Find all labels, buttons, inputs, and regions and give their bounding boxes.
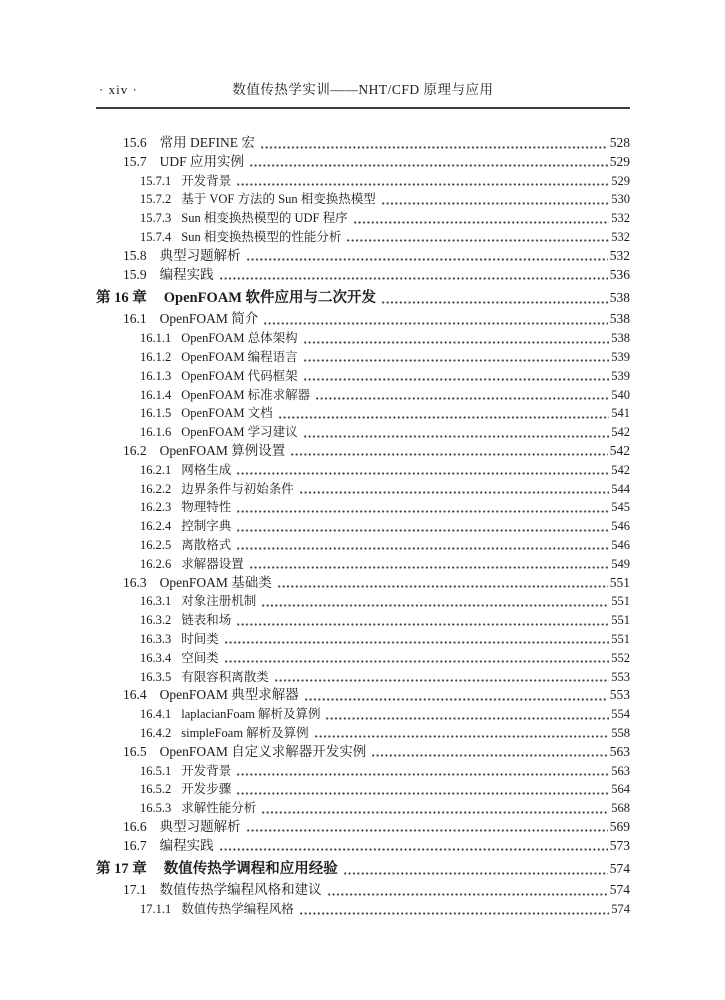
toc-entry-number: 第 16 章 bbox=[96, 290, 147, 307]
toc-entry bbox=[96, 423, 630, 442]
toc-entry-number: 16.2.5 bbox=[140, 537, 172, 552]
toc-entry-number: 16.2.4 bbox=[140, 519, 172, 534]
toc-entry-number: 16.2 bbox=[123, 442, 147, 458]
toc-entry bbox=[96, 743, 630, 762]
toc-entry-number: 16.7 bbox=[123, 837, 147, 853]
toc-entry-page: 542 bbox=[609, 442, 630, 458]
toc-entry bbox=[96, 153, 630, 172]
toc-entry-title: 求解器设置 bbox=[181, 556, 244, 571]
toc-entry bbox=[96, 668, 630, 687]
toc-entry-page: 551 bbox=[611, 594, 630, 609]
toc-entry-page: 532 bbox=[611, 211, 630, 226]
toc-entry-title: 求解性能分析 bbox=[181, 801, 257, 816]
toc-entry-number: 16.2.3 bbox=[140, 500, 172, 515]
dot-leader bbox=[304, 686, 608, 705]
toc-entry-title: 开发背景 bbox=[181, 763, 232, 778]
toc-entry-number: 17.1.1 bbox=[140, 902, 172, 917]
toc-entry-number: 第 17 章 bbox=[96, 861, 147, 878]
toc-entry-page: 544 bbox=[611, 481, 630, 496]
toc-entry-number: 15.9 bbox=[123, 266, 147, 282]
running-head-title: 数值传热学实训——NHT/CFD 原理与应用 bbox=[232, 82, 494, 97]
toc-entry-title: laplacianFoam 解析及算例 bbox=[181, 707, 321, 722]
toc-entry-title: 有限容积离散类 bbox=[181, 669, 269, 684]
toc-entry-title: Sun 相变换热模型的 UDF 程序 bbox=[181, 211, 348, 226]
toc-entry-page: 553 bbox=[609, 687, 630, 703]
dot-leader bbox=[236, 762, 609, 781]
toc-entry bbox=[96, 611, 630, 630]
toc-entry bbox=[96, 404, 630, 423]
toc-entry-page: 542 bbox=[611, 425, 630, 440]
toc-entry-title: OpenFOAM 算例设置 bbox=[159, 442, 286, 458]
toc-entry bbox=[96, 286, 630, 309]
toc-entry-page: 529 bbox=[611, 173, 630, 188]
toc-entry-title: 基于 VOF 方法的 Sun 相变换热模型 bbox=[181, 192, 376, 207]
toc-entry-number: 16.1.2 bbox=[140, 349, 172, 364]
dot-leader bbox=[314, 724, 610, 743]
dot-leader bbox=[299, 900, 609, 919]
toc-entry-title: 边界条件与初始条件 bbox=[181, 481, 294, 496]
toc-entry-page: 551 bbox=[611, 631, 630, 646]
toc-entry-title: OpenFOAM 软件应用与二次开发 bbox=[163, 290, 377, 307]
toc-entry-page: 574 bbox=[609, 861, 630, 877]
toc-entry-number: 15.8 bbox=[123, 247, 147, 263]
toc-entry-title: 编程实践 bbox=[159, 837, 214, 853]
toc-entry-page: 553 bbox=[611, 669, 630, 684]
dot-leader bbox=[278, 404, 610, 423]
toc-entry-number: 17.1 bbox=[123, 882, 147, 898]
dot-leader bbox=[236, 461, 609, 480]
toc-entry-page: 549 bbox=[611, 556, 630, 571]
dot-leader bbox=[343, 857, 608, 880]
dot-leader bbox=[236, 517, 609, 536]
toc-entry bbox=[96, 857, 630, 880]
toc-entry-page: 538 bbox=[609, 311, 630, 327]
toc-entry bbox=[96, 705, 630, 724]
toc-entry bbox=[96, 172, 630, 191]
toc-entry bbox=[96, 348, 630, 367]
toc-entry-number: 16.5.2 bbox=[140, 782, 172, 797]
toc-entry bbox=[96, 900, 630, 919]
toc-entry-page: 539 bbox=[611, 368, 630, 383]
toc-entry-number: 16.3.4 bbox=[140, 650, 172, 665]
toc-entry-number: 16.3 bbox=[123, 574, 147, 590]
toc-entry-page: 554 bbox=[611, 707, 630, 722]
toc-entry-title: 对象注册机制 bbox=[181, 594, 257, 609]
toc-entry-title: 典型习题解析 bbox=[159, 818, 241, 834]
dot-leader bbox=[277, 574, 608, 593]
toc-entry-title: 典型习题解析 bbox=[159, 247, 241, 263]
dot-leader bbox=[249, 153, 608, 172]
toc-entry-number: 16.3.2 bbox=[140, 613, 172, 628]
toc-entry-page: 563 bbox=[609, 743, 630, 759]
dot-leader bbox=[236, 536, 609, 555]
toc-list bbox=[96, 134, 630, 919]
toc-entry-page: 532 bbox=[611, 229, 630, 244]
toc-entry-number: 15.7.4 bbox=[140, 229, 172, 244]
toc-entry-number: 16.1.6 bbox=[140, 425, 172, 440]
toc-entry-page: 574 bbox=[611, 902, 630, 917]
toc-entry bbox=[96, 190, 630, 209]
toc-entry-page: 563 bbox=[611, 763, 630, 778]
toc-entry-title: OpenFOAM 简介 bbox=[159, 311, 259, 327]
toc-entry bbox=[96, 461, 630, 480]
toc-entry-page: 564 bbox=[611, 782, 630, 797]
toc-entry bbox=[96, 386, 630, 405]
dot-leader bbox=[236, 172, 609, 191]
toc-entry bbox=[96, 310, 630, 329]
toc-entry-number: 16.4.2 bbox=[140, 725, 172, 740]
toc-entry-title: OpenFOAM 典型求解器 bbox=[159, 687, 299, 703]
toc-entry-page: 552 bbox=[611, 650, 630, 665]
toc-entry-page: 546 bbox=[611, 519, 630, 534]
toc-entry-number: 16.5 bbox=[123, 743, 147, 759]
toc-entry-page: 545 bbox=[611, 500, 630, 515]
toc-entry-number: 15.6 bbox=[123, 135, 147, 150]
toc-entry-title: OpenFOAM 代码框架 bbox=[181, 368, 298, 383]
dot-leader bbox=[261, 799, 609, 818]
toc-entry-page: 538 bbox=[609, 290, 630, 306]
toc-entry-page: 532 bbox=[609, 247, 630, 263]
toc-entry bbox=[96, 266, 630, 285]
toc-entry-title: 开发步骤 bbox=[181, 782, 232, 797]
toc-entry-title: 控制字典 bbox=[181, 519, 232, 534]
toc-entry-page: 551 bbox=[611, 613, 630, 628]
dot-leader bbox=[371, 743, 607, 762]
toc-entry-title: OpenFOAM 基础类 bbox=[159, 574, 272, 590]
toc-entry bbox=[96, 574, 630, 593]
toc-entry bbox=[96, 209, 630, 228]
dot-leader bbox=[299, 480, 609, 499]
toc-entry-number: 16.6 bbox=[123, 818, 147, 834]
toc-entry bbox=[96, 480, 630, 499]
toc-entry-page: 539 bbox=[611, 349, 630, 364]
toc-entry bbox=[96, 555, 630, 574]
dot-leader bbox=[381, 190, 610, 209]
toc-entry-number: 16.3.1 bbox=[140, 594, 172, 609]
dot-leader bbox=[303, 367, 610, 386]
toc-entry-title: OpenFOAM 自定义求解器开发实例 bbox=[159, 743, 367, 759]
dot-leader bbox=[303, 348, 610, 367]
dot-leader bbox=[274, 668, 609, 687]
toc-entry bbox=[96, 799, 630, 818]
toc-entry-title: 时间类 bbox=[181, 631, 219, 646]
dot-leader bbox=[219, 266, 608, 285]
toc-entry-number: 16.2.2 bbox=[140, 481, 172, 496]
toc-entry-number: 15.7.1 bbox=[140, 173, 172, 188]
toc-entry-page: 573 bbox=[609, 837, 630, 853]
toc-entry bbox=[96, 630, 630, 649]
toc-entry-number: 16.3.3 bbox=[140, 631, 172, 646]
toc-entry-title: 空间类 bbox=[181, 650, 219, 665]
toc-entry bbox=[96, 724, 630, 743]
toc-entry bbox=[96, 367, 630, 386]
toc-entry-number: 16.1.3 bbox=[140, 368, 172, 383]
toc-entry-number: 16.4 bbox=[123, 687, 147, 703]
toc-entry-title: 编程实践 bbox=[159, 266, 214, 282]
toc-entry bbox=[96, 837, 630, 856]
toc-entry bbox=[96, 780, 630, 799]
toc-entry-number: 16.1.5 bbox=[140, 406, 172, 421]
dot-leader bbox=[260, 134, 608, 153]
toc-entry-page: 568 bbox=[611, 801, 630, 816]
toc-entry-number: 16.3.5 bbox=[140, 669, 172, 684]
dot-leader bbox=[236, 780, 609, 799]
toc-entry bbox=[96, 881, 630, 900]
toc-entry bbox=[96, 686, 630, 705]
dot-leader bbox=[303, 423, 610, 442]
toc-entry-page: 551 bbox=[609, 574, 630, 590]
toc-entry-page: 540 bbox=[611, 387, 630, 402]
toc-entry-number: 16.4.1 bbox=[140, 707, 172, 722]
toc-entry-page: 541 bbox=[611, 406, 630, 421]
toc-entry-title: 数值传热学编程风格和建议 bbox=[159, 882, 322, 898]
toc-entry-number: 16.2.1 bbox=[140, 462, 172, 477]
toc-entry-title: simpleFoam 解析及算例 bbox=[181, 725, 309, 740]
toc-entry-number: 16.1.1 bbox=[140, 331, 172, 346]
toc-entry-page: 569 bbox=[609, 818, 630, 834]
toc-entry-number: 16.2.6 bbox=[140, 556, 172, 571]
toc-entry-title: 物理特性 bbox=[181, 500, 232, 515]
toc-entry bbox=[96, 442, 630, 461]
toc-entry-number: 16.1.4 bbox=[140, 387, 172, 402]
toc-entry bbox=[96, 329, 630, 348]
toc-entry bbox=[96, 498, 630, 517]
toc-entry bbox=[96, 517, 630, 536]
dot-leader bbox=[327, 881, 608, 900]
folio-page-number: · xiv · bbox=[99, 82, 138, 97]
toc-entry bbox=[96, 536, 630, 555]
toc-entry-title: OpenFOAM 学习建议 bbox=[181, 425, 298, 440]
toc-entry-page: 546 bbox=[611, 537, 630, 552]
toc-entry bbox=[96, 134, 630, 153]
toc-entry-number: 16.5.1 bbox=[140, 763, 172, 778]
toc-entry-title: Sun 相变换热模型的性能分析 bbox=[181, 229, 342, 244]
toc-entry-title: 常用 DEFINE 宏 bbox=[159, 135, 255, 150]
dot-leader bbox=[236, 611, 609, 630]
toc-entry-number: 16.5.3 bbox=[140, 801, 172, 816]
dot-leader bbox=[261, 592, 609, 611]
toc-entry-page: 558 bbox=[611, 725, 630, 740]
toc-entry-number: 15.7 bbox=[123, 153, 147, 169]
toc-entry-page: 530 bbox=[611, 192, 630, 207]
page-header bbox=[96, 78, 630, 109]
toc-entry-number: 16.1 bbox=[123, 311, 147, 327]
dot-leader bbox=[290, 442, 607, 461]
dot-leader bbox=[246, 818, 608, 837]
toc-entry-title: 开发背景 bbox=[181, 173, 232, 188]
toc-entry-title: 链表和场 bbox=[181, 613, 232, 628]
toc-entry-title: OpenFOAM 标准求解器 bbox=[181, 387, 311, 402]
dot-leader bbox=[325, 705, 609, 724]
dot-leader bbox=[381, 286, 608, 309]
dot-leader bbox=[263, 310, 607, 329]
toc-entry bbox=[96, 228, 630, 247]
dot-leader bbox=[224, 649, 609, 668]
dot-leader bbox=[346, 228, 609, 247]
dot-leader bbox=[219, 837, 608, 856]
toc-entry-number: 15.7.2 bbox=[140, 192, 172, 207]
toc-entry bbox=[96, 592, 630, 611]
toc-entry bbox=[96, 247, 630, 266]
toc-entry-number: 15.7.3 bbox=[140, 211, 172, 226]
toc-entry-page: 529 bbox=[609, 153, 630, 169]
toc-entry-page: 542 bbox=[611, 462, 630, 477]
dot-leader bbox=[236, 498, 609, 517]
dot-leader bbox=[246, 247, 608, 266]
toc-entry-title: UDF 应用实例 bbox=[159, 153, 245, 169]
toc-entry-title: OpenFOAM 编程语言 bbox=[181, 349, 298, 364]
toc-entry-title: 数值传热学调程和应用经验 bbox=[163, 861, 338, 878]
toc-entry-page: 574 bbox=[609, 882, 630, 898]
toc-entry bbox=[96, 649, 630, 668]
toc-entry-title: 离散格式 bbox=[181, 537, 232, 552]
dot-leader bbox=[315, 386, 609, 405]
toc-entry-page: 528 bbox=[609, 135, 630, 150]
toc-entry bbox=[96, 818, 630, 837]
dot-leader bbox=[224, 630, 609, 649]
dot-leader bbox=[249, 555, 609, 574]
toc-entry-title: OpenFOAM 总体架构 bbox=[181, 331, 298, 346]
dot-leader bbox=[353, 209, 610, 228]
toc-entry-title: 数值传热学编程风格 bbox=[181, 902, 294, 917]
toc-entry bbox=[96, 762, 630, 781]
dot-leader bbox=[303, 329, 610, 348]
toc-entry-title: 网格生成 bbox=[181, 462, 232, 477]
toc-entry-page: 536 bbox=[609, 266, 630, 282]
toc-entry-page: 538 bbox=[611, 331, 630, 346]
toc-entry-title: OpenFOAM 文档 bbox=[181, 406, 273, 421]
